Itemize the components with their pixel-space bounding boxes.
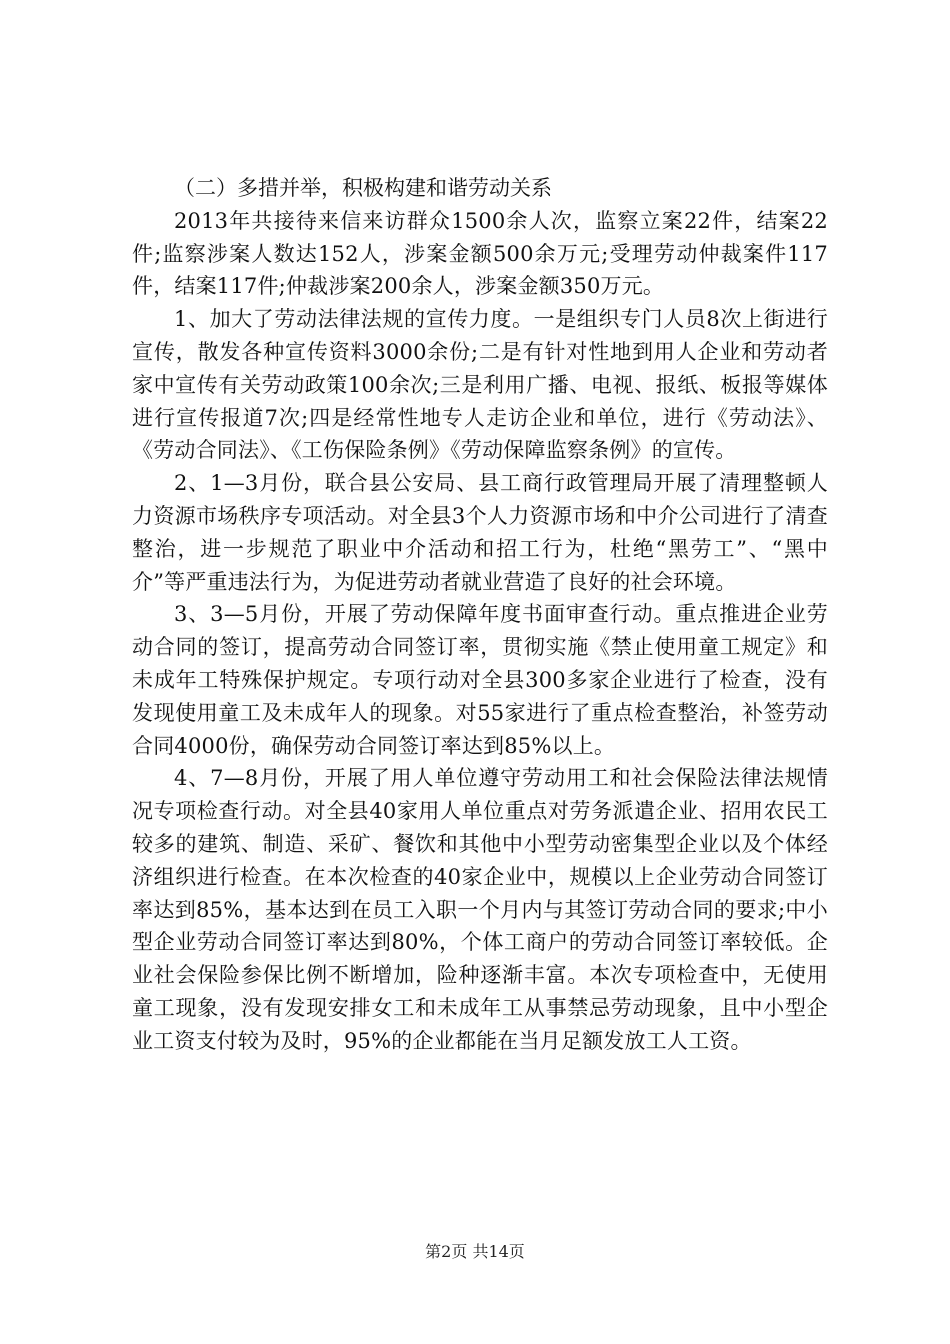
document-body xyxy=(132,172,828,1058)
section-heading: （二）多措并举，积极构建和谐劳动关系 xyxy=(174,176,552,200)
paragraph-statistics: 2013年共接待来信来访群众1500余人次，监察立案22件，结案22件;监察涉案人数达152人，涉案金额500余万元;受理劳动仲裁案件117件，结案117件;仲裁涉案200余人，涉案金额350万元。 xyxy=(132,208,828,299)
paragraph-item-4: 4、7—8月份，开展了用人单位遵守劳动用工和社会保险法律法规情况专项检查行动。对全县40家用人单位重点对劳务派遣企业、招用农民工较多的建筑、制造、采矿、餐饮和其他中小型劳动密集型企业以及个体经济组织进行检查。在本次检查的40家企业中，规模以上企业劳动合同签订率达到85%，基本达到在员工入职一个月内与其签订劳动合同的要求;中小型企业劳动合同签订率达到80%，个体工商户的劳动合同签订率较低。企业社会保险参保比例不断增加，险种逐渐丰富。本次专项检查中，无使用童工现象，没有发现安排女工和未成年工从事禁忌劳动现象，且中小型企业工资支付较为及时，95%的企业都能在当月足额发放工人工资。 xyxy=(132,766,828,1053)
paragraph-item-1: 1、加大了劳动法律法规的宣传力度。一是组织专门人员8次上街进行宣传，散发各种宣传资料3000余份;二是有针对性地到用人企业和劳动者家中宣传有关劳动政策100余次;三是利用广播、电视、报纸、板报等媒体进行宣传报道7次;四是经常性地专人走访企业和单位，进行《劳动法》、《劳动合同法》、《工伤保险条例》《劳动保障监察条例》的宣传。 xyxy=(132,307,828,463)
page-number-footer: 第2页 共14页 xyxy=(425,1242,525,1261)
paragraph-item-3: 3、3—5月份，开展了劳动保障年度书面审查行动。重点推进企业劳动合同的签订，提高劳动合同签订率，贯彻实施《禁止使用童工规定》和未成年工特殊保护规定。专项行动对全县300多家企业进行了检查，没有发现使用童工及未成年人的现象。对55家进行了重点检查整治，补签劳动合同4000份，确保劳动合同签订率达到85%以上。 xyxy=(132,602,828,758)
paragraph-item-2: 2、1—3月份，联合县公安局、县工商行政管理局开展了清理整顿人力资源市场秩序专项活动。对全县3个人力资源市场和中介公司进行了清查整治，进一步规范了职业中介活动和招工行为，杜绝“黑劳工”、“黑中介”等严重违法行为，为促进劳动者就业营造了良好的社会环境。 xyxy=(132,471,828,594)
